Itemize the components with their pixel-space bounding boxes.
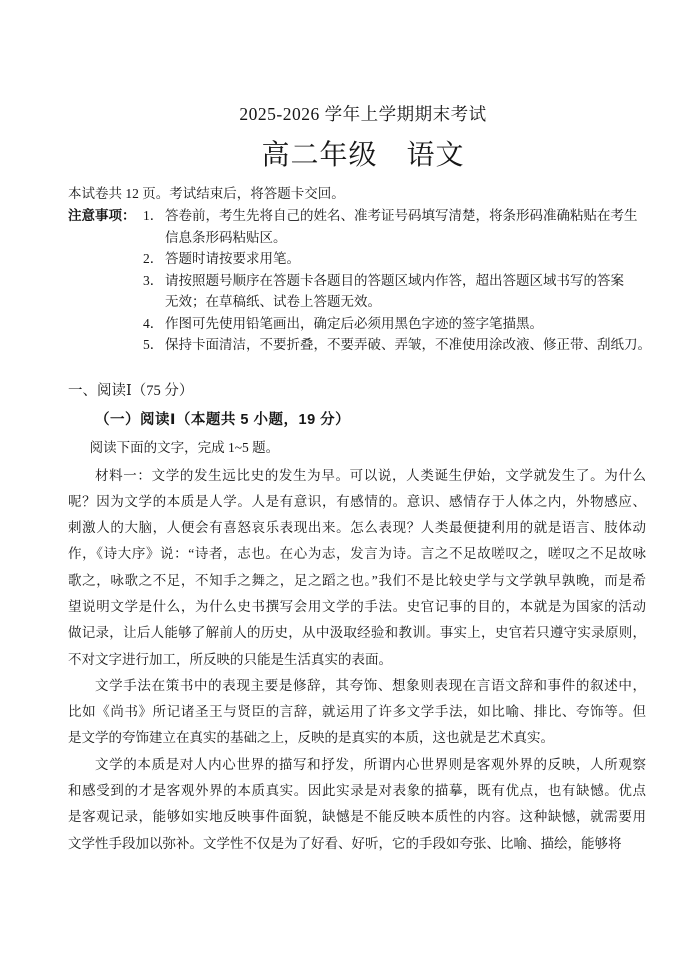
notice-item-number: 1． bbox=[143, 208, 164, 223]
passage-line: 呢？因为文学的本质是人学。人是有意识，有感情的。意识、感情存于人体之内，外物感应、 bbox=[68, 493, 646, 509]
notice-item-number: 4． bbox=[143, 315, 164, 331]
exam-session-title: 2025-2026 学年上学期期末考试 bbox=[239, 104, 487, 124]
exam-title: 高二年级 语文 bbox=[261, 139, 465, 170]
passage-line: 做记录，让后人能够了解前人的历史，从中汲取经验和教训。事实上，史官若只遵守实录原则， bbox=[68, 625, 646, 641]
notice-item-number: 2． bbox=[143, 251, 164, 266]
passage-line: 是文学的夸饰建立在真实的基础之上，反映的是真实的本质，这也就是艺术真实。 bbox=[68, 730, 554, 746]
passage-line: 文学性手段加以弥补。文学性不仅是为了好看、好听，它的手段如夸张、比喻、描绘，能够将 bbox=[68, 835, 622, 851]
notice-item-line: 4． 作图可先使用铅笔画出，确定后必须用黑色字迹的签字笔描黑。 bbox=[68, 313, 658, 335]
passage-line: 文学手法在策书中的表现主要是修辞，其夸饰、想象则表现在言语文辞和事件的叙述中， bbox=[95, 677, 646, 693]
notice-item-line: 无效；在草稿纸、试卷上答题无效。 bbox=[165, 294, 381, 309]
notice-item-number: 5． bbox=[143, 337, 164, 352]
reading-passage bbox=[68, 463, 658, 857]
notice-item-line: 信息条形码粘贴区。 bbox=[165, 229, 287, 245]
passage-line: 望说明文学是什么，为什么史书撰写会用文学的手法。史官记事的目的，本就是为国家的活动 bbox=[68, 598, 646, 614]
notice-section bbox=[68, 205, 658, 356]
notice-item-line: 3． 请按照题号顺序在答题卡各题目的答题区域内作答，超出答题区域书写的答案 bbox=[68, 270, 658, 292]
notice-label: 注意事项： bbox=[68, 208, 136, 223]
passage-line: 歌之，咏歌之不足，不知手之舞之，足之蹈之也。”我们不是比较史学与文学孰早孰晚，而是希 bbox=[68, 572, 646, 588]
notice-item-number: 3． bbox=[143, 272, 164, 288]
passage-line: 刺激人的大脑，人便会有喜怒哀乐表现出来。怎么表现？人类最便捷利用的就是语言、肢体动 bbox=[68, 520, 646, 536]
passage-line: 比如《尚书》所记诸圣王与贤臣的言辞，就运用了许多文学手法，如比喻、排比、夸饰等。但 bbox=[68, 704, 646, 720]
passage-line: 文学的本质是对人内心世界的描写和抒发，所谓内心世界则是客观外界的反映，人所观察 bbox=[95, 756, 646, 772]
notice-item-line: 5． 保持卡面清洁，不要折叠，不要弄破、弄皱，不准使用涂改液、修正带、刮纸刀。 bbox=[68, 334, 658, 356]
passage-line: 作，《诗大序》说：“诗者，志也。在心为志，发言为诗。言之不足故嗟叹之，嗟叹之不足故咏 bbox=[68, 546, 646, 562]
reading-instruction: 阅读下面的文字，完成 1~5 题。 bbox=[89, 439, 280, 455]
notice-item-line: 2． 答题时请按要求用笔。 bbox=[68, 248, 658, 270]
passage-line: 和感受到的才是客观外界的本质真实。因此实录是对表象的描摹，既有优点，也有缺憾。优点 bbox=[68, 783, 646, 799]
passage-line: 不对文字进行加工，所反映的只能是生活真实的表面。 bbox=[68, 651, 392, 667]
passage-line: 是客观记录，能够如实地反映事件面貌，缺憾是不能反映本质性的内容。这种缺憾，就需要用 bbox=[68, 809, 646, 825]
subsection-heading: （一）阅读Ⅰ（本题共 5 小题，19 分） bbox=[95, 411, 351, 428]
paper-info-line: 本试卷共 12 页。考试结束后，将答题卡交回。 bbox=[68, 186, 345, 201]
passage-line: 材料一：文学的发生远比史的发生为早。可以说，人类诞生伊始，文学就发生了。为什么 bbox=[95, 467, 646, 483]
section-heading: 一、阅读Ⅰ（75 分） bbox=[68, 382, 194, 399]
notice-item-line: 1． 答卷前，考生先将自己的姓名、准考证号码填写清楚，将条形码准确粘贴在考生 bbox=[68, 205, 658, 227]
